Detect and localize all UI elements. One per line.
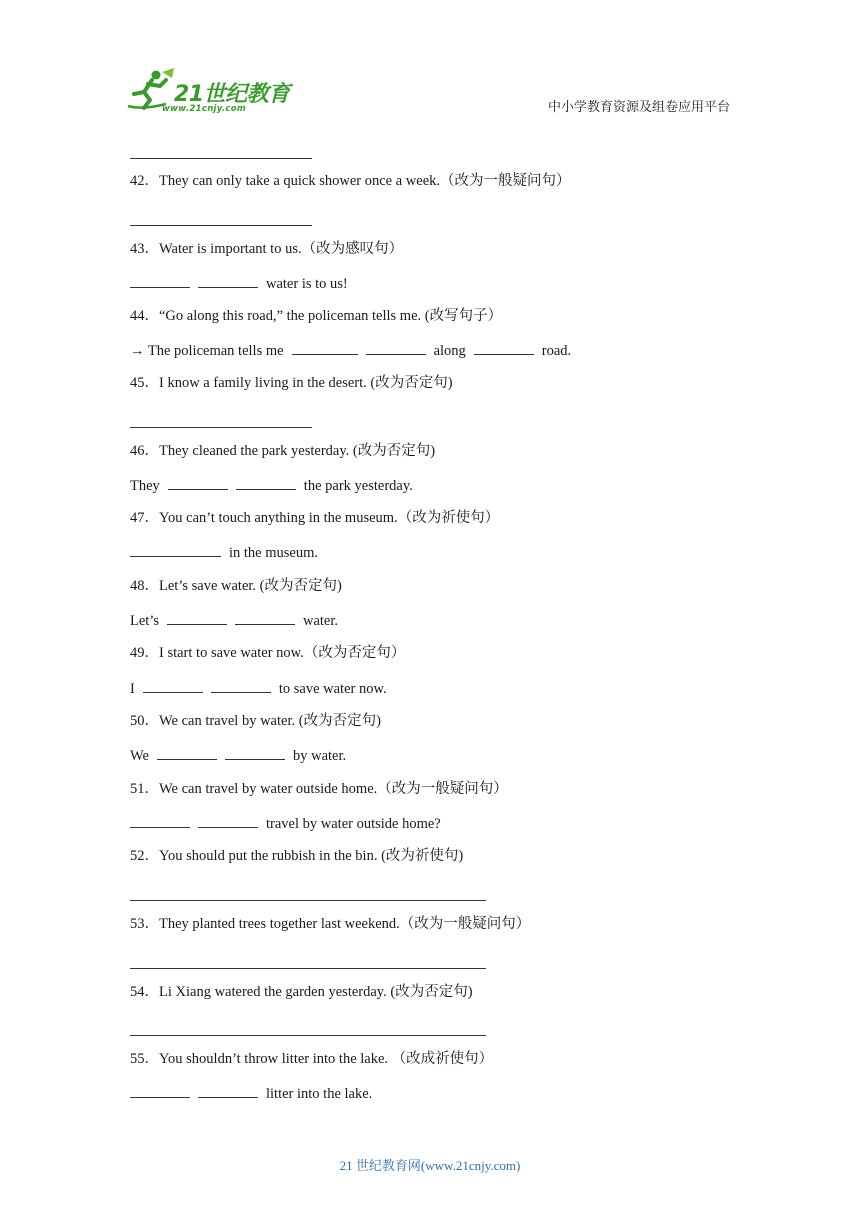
question-text: “Go along this road,” the policeman tells me. (改写句子）: [159, 308, 503, 324]
answer-blank[interactable]: [130, 1022, 486, 1036]
question-number: 43．: [130, 241, 159, 257]
question-text: They cleaned the park yesterday. (改为否定句): [159, 443, 436, 459]
answer-tail: travel by water outside home?: [266, 816, 441, 832]
answer-line: [130, 274, 348, 293]
answer-line: [130, 679, 387, 698]
page-header: [0, 0, 860, 130]
question-number: 48．: [130, 578, 159, 594]
answer-head: → The policeman tells me: [130, 343, 284, 359]
question-text: Let’s save water. (改为否定句): [159, 578, 342, 594]
logo-url: www.21cnjy.com: [162, 104, 246, 114]
answer-mid: along: [433, 343, 466, 359]
question-text: You can’t touch anything in the museum.（改为祈使句）: [159, 510, 500, 526]
answer-blank[interactable]: [130, 955, 486, 969]
answer-line: [130, 1084, 372, 1103]
answer-tail: litter into the lake.: [266, 1086, 373, 1102]
question-number: 55．: [130, 1051, 159, 1067]
question-text: I know a family living in the desert. (改为否定句): [159, 375, 453, 391]
answer-blank[interactable]: [366, 341, 426, 355]
question-53: [130, 915, 530, 933]
question-text: They planted trees together last weekend.（改为一般疑问句）: [159, 916, 531, 932]
question-number: 42．: [130, 173, 159, 189]
answer-tail: water.: [303, 613, 339, 629]
answer-tail: to save water now.: [278, 681, 387, 697]
answer-blank[interactable]: [292, 341, 358, 355]
answer-head: They: [130, 478, 160, 494]
question-52: [130, 847, 463, 865]
answer-head: Let’s: [130, 613, 159, 629]
question-text: We can travel by water. (改为否定句): [159, 713, 381, 729]
answer-blank[interactable]: [198, 1084, 258, 1098]
answer-blank[interactable]: [130, 274, 190, 288]
answer-blank[interactable]: [130, 543, 221, 557]
question-45: [130, 374, 453, 392]
question-text: Water is important to us.（改为感叹句）: [159, 241, 404, 257]
question-49: [130, 644, 405, 662]
platform-tagline: 中小学教育资源及组卷应用平台: [547, 100, 730, 115]
answer-blank[interactable]: [130, 212, 312, 226]
question-50: [130, 712, 381, 730]
question-51: [130, 780, 508, 798]
question-text: They can only take a quick shower once a week.（改为一般疑问句）: [159, 173, 571, 189]
answer-blank[interactable]: [211, 679, 271, 693]
question-54: [130, 983, 473, 1001]
answer-blank[interactable]: [236, 476, 296, 490]
answer-blank[interactable]: [167, 611, 227, 625]
answer-line: [130, 746, 346, 765]
question-46: [130, 442, 435, 460]
answer-blank[interactable]: [130, 1084, 190, 1098]
logo: [122, 66, 297, 116]
question-42: [130, 172, 571, 190]
answer-blank[interactable]: [130, 814, 190, 828]
answer-blank[interactable]: [168, 476, 228, 490]
answer-blank[interactable]: [157, 746, 217, 760]
question-48: [130, 577, 342, 595]
question-44: [130, 307, 502, 325]
question-47: [130, 509, 499, 527]
question-text: Li Xiang watered the garden yesterday. (改为否定句): [159, 984, 473, 1000]
question-number: 52．: [130, 848, 159, 864]
question-text: You shouldn’t throw litter into the lake. （改成祈使句）: [159, 1051, 494, 1067]
question-text: We can travel by water outside home.（改为一般疑问句）: [159, 781, 508, 797]
question-number: 49．: [130, 645, 159, 661]
question-number: 51．: [130, 781, 159, 797]
answer-line: [130, 414, 312, 433]
answer-line: [130, 145, 312, 164]
question-43: [130, 240, 403, 258]
page-footer[interactable]: 21 世纪教育网(www.21cnjy.com): [339, 1158, 521, 1173]
question-number: 50．: [130, 713, 159, 729]
answer-line: [130, 955, 486, 974]
answer-tail: road.: [541, 343, 572, 359]
answer-line: [130, 341, 571, 360]
answer-blank[interactable]: [225, 746, 285, 760]
answer-line: [130, 814, 441, 833]
answer-line: [130, 887, 486, 906]
answer-blank[interactable]: [130, 887, 486, 901]
answer-blank[interactable]: [235, 611, 295, 625]
answer-blank[interactable]: [198, 814, 258, 828]
answer-blank[interactable]: [143, 679, 203, 693]
answer-line: [130, 543, 318, 562]
answer-tail: water is to us!: [266, 276, 348, 292]
answer-tail: the park yesterday.: [303, 478, 413, 494]
logo-text: 21世纪教育: [174, 82, 290, 107]
question-number: 53．: [130, 916, 159, 932]
answer-line: [130, 1022, 486, 1041]
question-number: 44．: [130, 308, 159, 324]
question-text: You should put the rubbish in the bin. (改为祈使句): [159, 848, 464, 864]
question-number: 47．: [130, 510, 159, 526]
answer-head: We: [130, 748, 149, 764]
answer-tail: by water.: [292, 748, 347, 764]
answer-line: [130, 611, 338, 630]
answer-blank[interactable]: [198, 274, 258, 288]
question-55: [130, 1050, 493, 1068]
question-number: 54．: [130, 984, 159, 1000]
answer-blank[interactable]: [130, 414, 312, 428]
answer-blank[interactable]: [130, 145, 312, 159]
question-number: 46．: [130, 443, 159, 459]
answer-blank[interactable]: [474, 341, 534, 355]
answer-head: I: [130, 681, 135, 697]
question-text: I start to save water now.（改为否定句）: [159, 645, 406, 661]
answer-line: [130, 212, 312, 231]
answer-line: [130, 476, 413, 495]
question-number: 45．: [130, 375, 159, 391]
answer-tail: in the museum.: [229, 545, 319, 561]
